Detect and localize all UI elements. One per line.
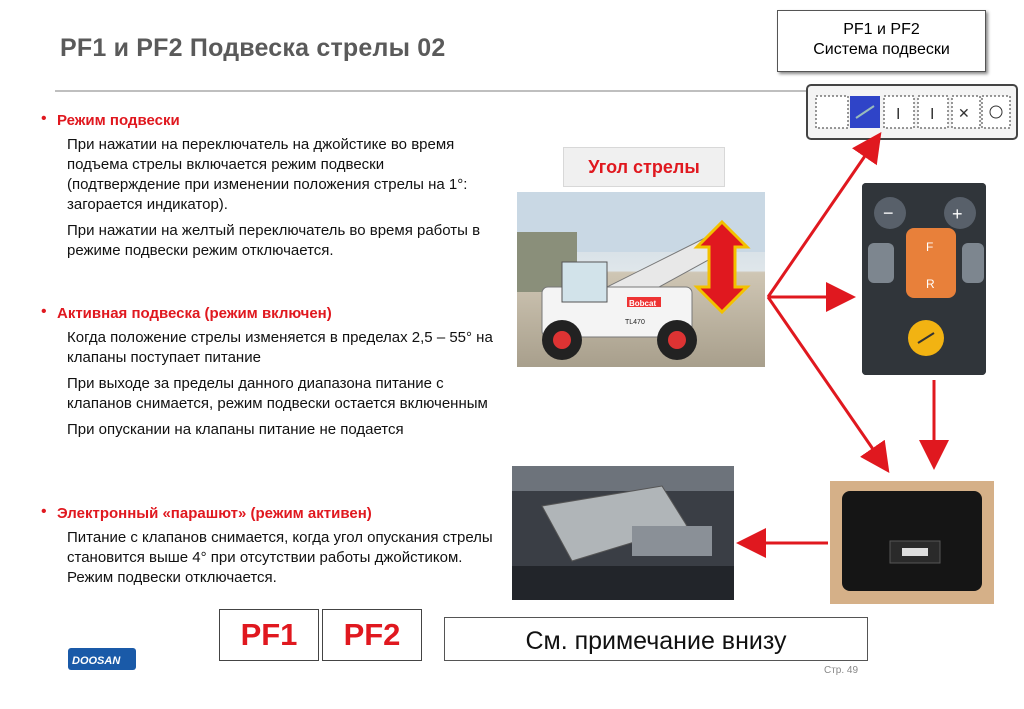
arrow-to-controller — [768, 297, 886, 468]
pf2-button[interactable]: PF2 — [322, 609, 422, 661]
plus-icon: + — [952, 204, 963, 224]
machine-brand: Bobcat — [629, 299, 657, 308]
section-heading: Электронный «парашют» (режим активен) — [57, 505, 372, 522]
bullet-icon: • — [41, 110, 47, 127]
logo-text: DOOSAN — [72, 655, 121, 667]
boom-angle-label: Угол стрелы — [563, 147, 725, 187]
section-paragraph: При нажатии на желтый переключатель во время работы в режиме подвески режим отключается. — [67, 222, 481, 259]
section-paragraph: Когда положение стрелы изменяется в пределах 2,5 – 55° на клапаны поступает питание — [67, 329, 493, 366]
section-label-line1: PF1 и PF2 — [843, 21, 920, 38]
section-paragraph: При нажатии на переключатель на джойстике во время подъема стрелы включается режим подвески (подтверждение при изменении положения стрелы на 1°: загорается индикатор). — [67, 136, 468, 213]
doosan-logo — [68, 644, 136, 674]
section-label-line2: Система подвески — [813, 41, 950, 58]
arrow-to-switch-panel — [768, 137, 878, 297]
joystick-f-label: F — [926, 240, 934, 254]
page-number: Стр. 49 — [824, 665, 859, 676]
minus-icon: − — [883, 203, 894, 223]
pf1-button[interactable]: PF1 — [219, 609, 319, 661]
svg-text:I: I — [896, 106, 901, 123]
joystick-r-label: R — [926, 277, 935, 291]
svg-text:✕: ✕ — [958, 105, 970, 121]
bullet-icon: • — [41, 503, 47, 520]
note-box: См. примечание внизу — [444, 617, 868, 661]
section-paragraph: При опускании на клапаны питание не подается — [67, 421, 404, 438]
doosan-logo-mark — [68, 644, 136, 674]
bullet-icon: • — [41, 303, 47, 320]
page-title: PF1 и PF2 Подвеска стрелы 02 — [60, 34, 446, 62]
section-heading: Режим подвески — [57, 112, 180, 129]
section-paragraph: Питание с клапанов снимается, когда угол опускания стрелы становится выше 4° при отсутствии работы джойстиком. Режим подвески отключается. — [67, 529, 493, 586]
section-heading: Активная подвеска (режим включен) — [57, 305, 332, 322]
section-paragraph: При выходе за пределы данного диапазона питание с клапанов снимается, режим подвески остается включенным — [67, 375, 488, 412]
svg-text:I: I — [930, 106, 935, 123]
machine-model: TL470 — [625, 319, 645, 326]
